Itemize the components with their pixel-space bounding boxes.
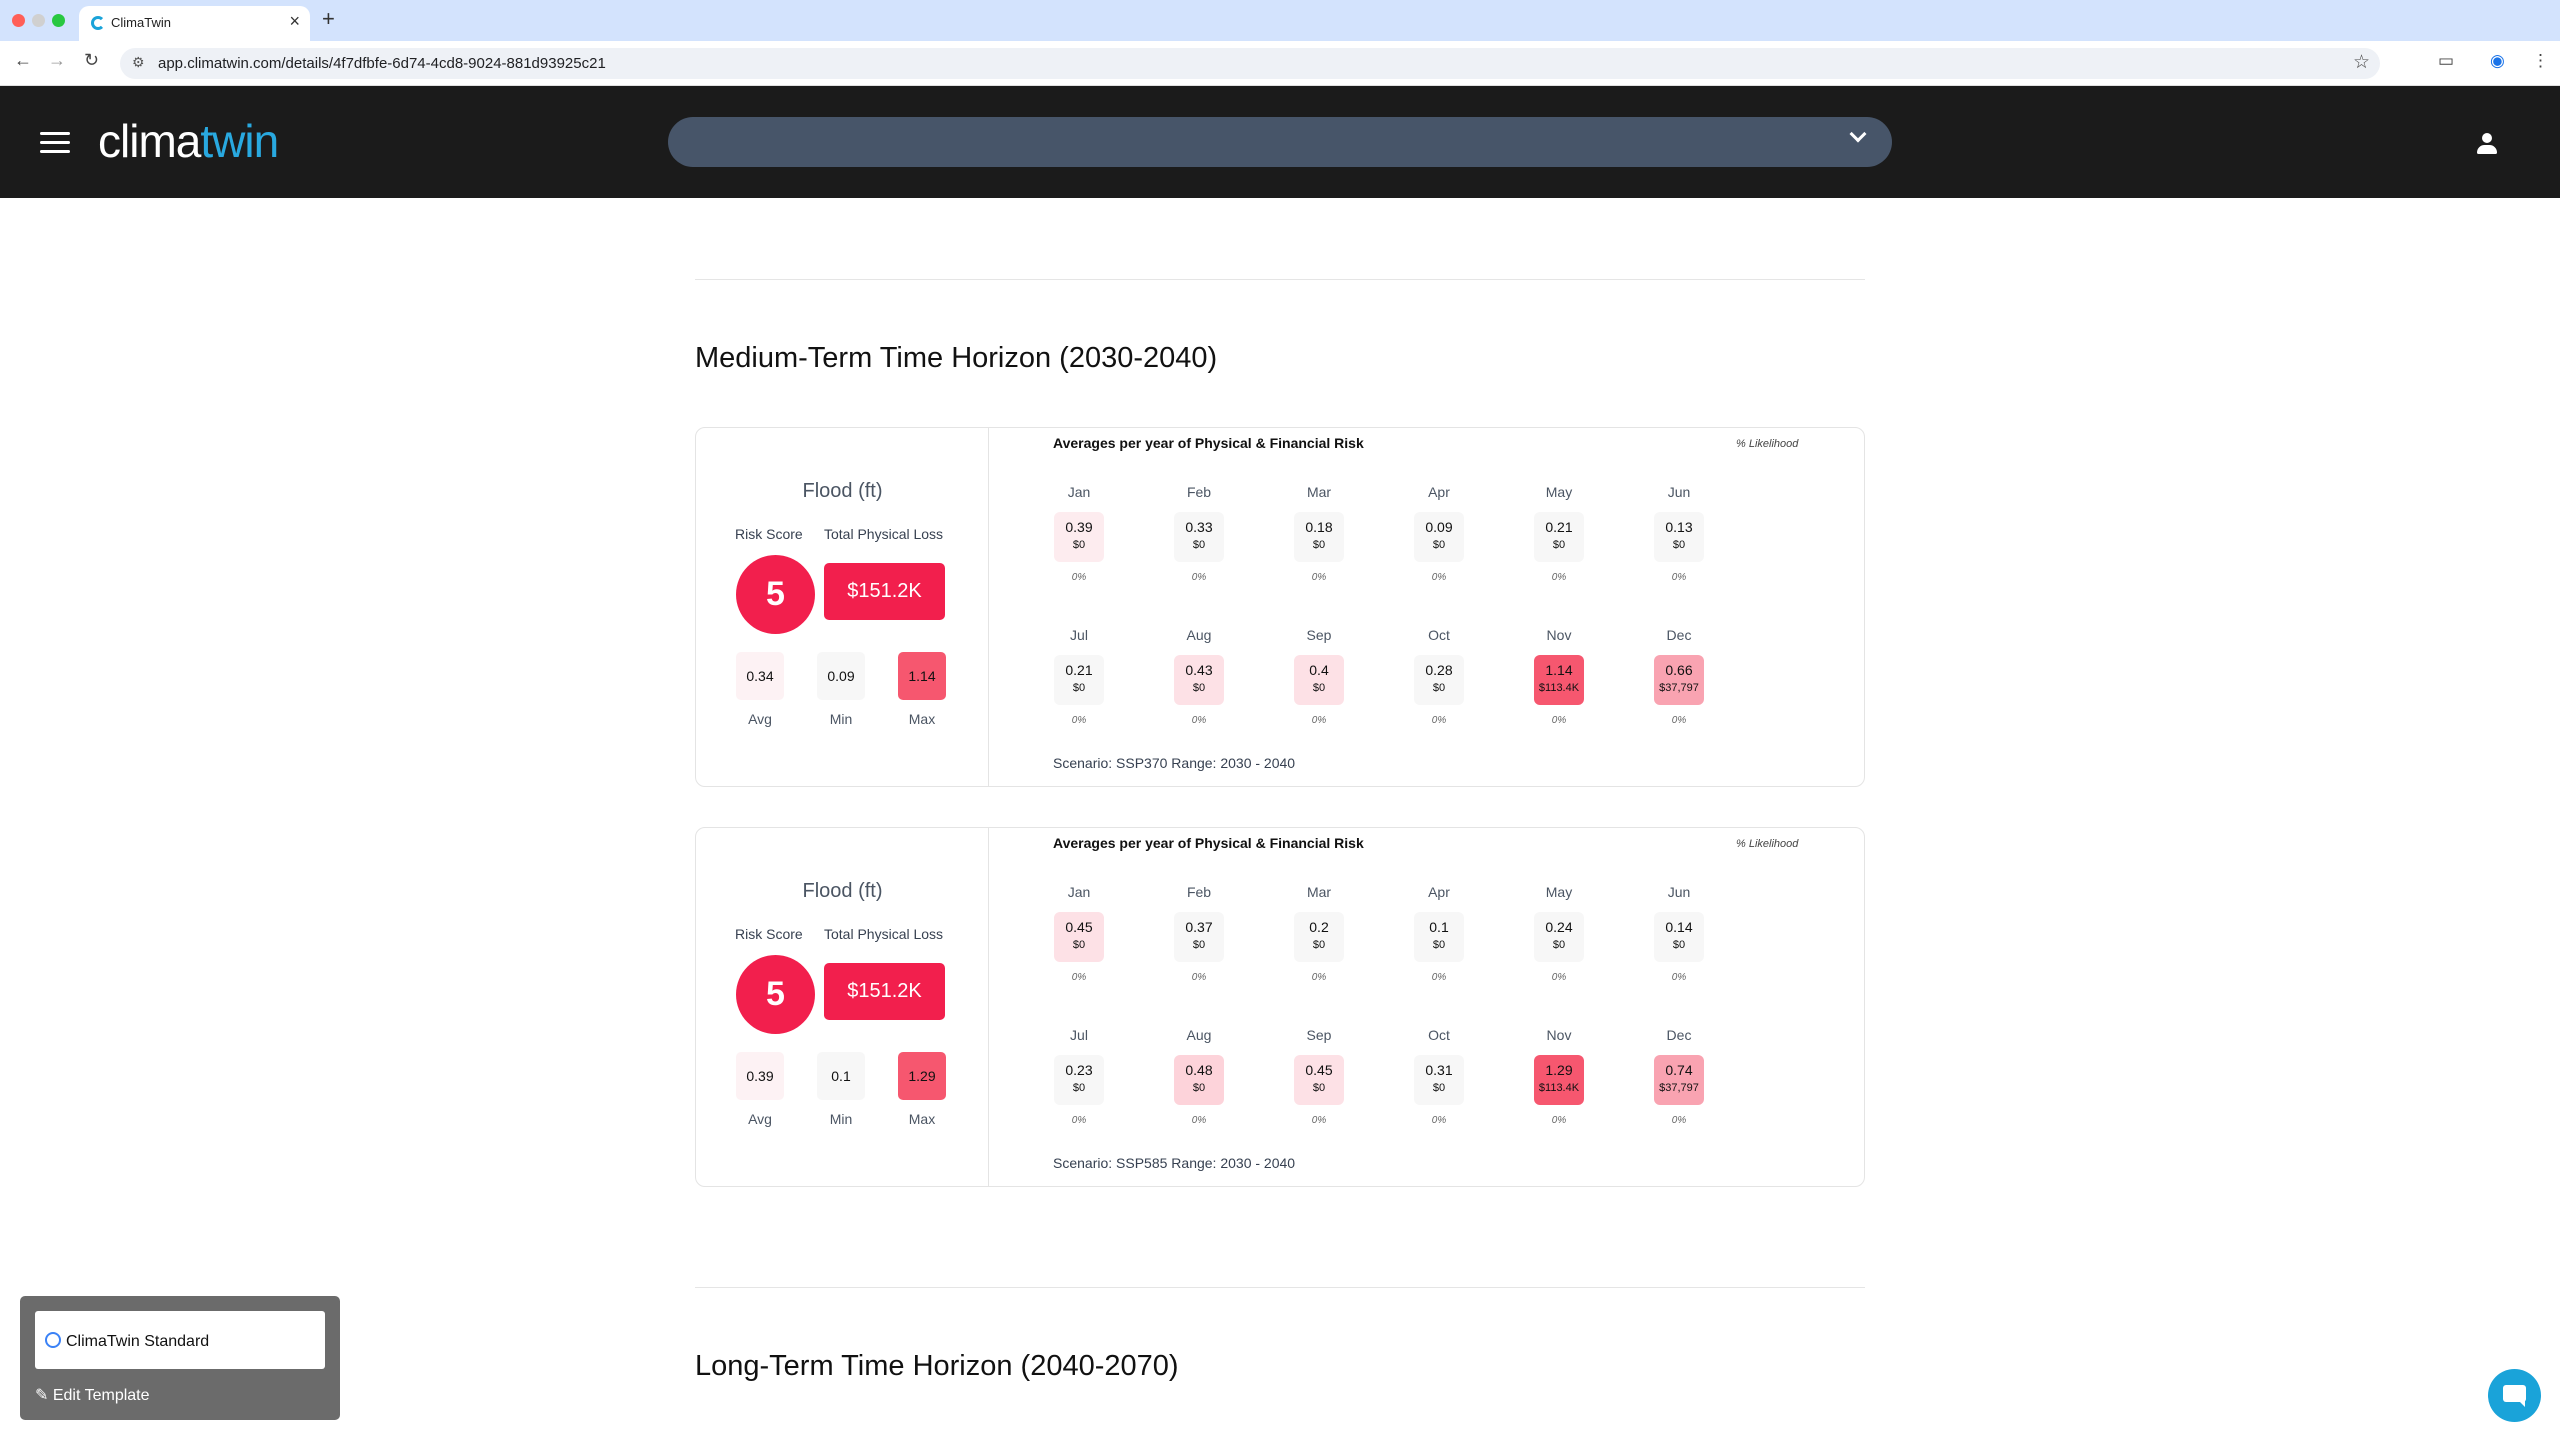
month-label: May bbox=[1545, 484, 1573, 500]
month-depth: 0.24 bbox=[1545, 919, 1573, 935]
month-cell bbox=[1053, 627, 1105, 726]
template-widget bbox=[20, 1296, 340, 1420]
risk-score-badge: 5 bbox=[736, 955, 815, 1034]
month-loss: $0 bbox=[1072, 1082, 1086, 1094]
risk-card bbox=[695, 827, 1865, 1187]
month-cell bbox=[1653, 484, 1705, 583]
browser-toolbar bbox=[0, 41, 2560, 86]
month-label: Feb bbox=[1186, 884, 1212, 900]
month-depth: 0.45 bbox=[1065, 919, 1093, 935]
month-depth: 0.66 bbox=[1665, 662, 1693, 678]
avg-label: Avg bbox=[748, 1111, 772, 1127]
month-likelihood: 0% bbox=[1311, 972, 1327, 983]
month-cell bbox=[1533, 627, 1585, 726]
month-loss: $0 bbox=[1312, 539, 1326, 551]
month-cell bbox=[1173, 627, 1225, 726]
month-value-box bbox=[1054, 512, 1104, 562]
month-value-box bbox=[1654, 1055, 1704, 1105]
month-cell bbox=[1053, 484, 1105, 583]
month-likelihood: 0% bbox=[1431, 572, 1447, 583]
total-loss-label: Total Physical Loss bbox=[824, 526, 944, 542]
divider bbox=[695, 279, 1865, 280]
month-loss: $0 bbox=[1552, 539, 1566, 551]
hazard-title: Flood (ft) bbox=[802, 880, 883, 902]
risk-card bbox=[695, 427, 1865, 787]
tab-title: ClimaTwin bbox=[111, 15, 171, 30]
month-loss: $113.4K bbox=[1538, 682, 1580, 694]
month-loss: $0 bbox=[1672, 539, 1686, 551]
month-depth: 0.13 bbox=[1665, 519, 1693, 535]
month-value-box bbox=[1534, 1055, 1584, 1105]
month-value-box bbox=[1534, 912, 1584, 962]
month-loss: $0 bbox=[1432, 539, 1446, 551]
month-cell bbox=[1533, 884, 1585, 983]
hazard-title: Flood (ft) bbox=[802, 480, 883, 502]
month-label: Apr bbox=[1428, 884, 1450, 900]
tab-close-icon[interactable]: × bbox=[289, 11, 300, 31]
month-label: Oct bbox=[1428, 627, 1450, 643]
month-depth: 0.45 bbox=[1305, 1062, 1333, 1078]
month-value-box bbox=[1534, 655, 1584, 705]
chat-button[interactable] bbox=[2488, 1369, 2541, 1422]
template-name: ClimaTwin Standard bbox=[66, 1333, 210, 1350]
profile-icon[interactable]: ◉ bbox=[2490, 51, 2505, 70]
month-depth: 0.33 bbox=[1185, 519, 1213, 535]
month-likelihood: 0% bbox=[1191, 572, 1207, 583]
month-depth: 0.14 bbox=[1665, 919, 1693, 935]
month-depth: 0.37 bbox=[1185, 919, 1213, 935]
avg-label: Avg bbox=[748, 711, 772, 727]
month-loss: $0 bbox=[1072, 539, 1086, 551]
month-label: Nov bbox=[1546, 627, 1572, 643]
new-tab-icon[interactable]: + bbox=[322, 6, 335, 31]
month-likelihood: 0% bbox=[1431, 715, 1447, 726]
month-cell bbox=[1653, 884, 1705, 983]
window-zoom-dot[interactable] bbox=[52, 14, 65, 27]
month-label: Nov bbox=[1546, 1027, 1572, 1043]
back-icon[interactable]: ← bbox=[14, 50, 32, 70]
month-label: Dec bbox=[1666, 1027, 1692, 1043]
month-cell bbox=[1053, 884, 1105, 983]
min-label: Min bbox=[829, 711, 853, 727]
month-label: Sep bbox=[1306, 1027, 1332, 1043]
month-value-box bbox=[1654, 655, 1704, 705]
divider bbox=[695, 1287, 1865, 1288]
address-bar[interactable] bbox=[120, 48, 2380, 79]
month-cell bbox=[1173, 884, 1225, 983]
month-cell bbox=[1293, 627, 1345, 726]
month-depth: 0.43 bbox=[1185, 662, 1213, 678]
month-cell bbox=[1533, 1027, 1585, 1126]
month-label: Jun bbox=[1667, 484, 1691, 500]
month-loss: $0 bbox=[1192, 539, 1206, 551]
month-cell bbox=[1413, 1027, 1465, 1126]
month-cell bbox=[1293, 484, 1345, 583]
month-value-box bbox=[1054, 912, 1104, 962]
month-loss: $0 bbox=[1072, 939, 1086, 951]
month-label: Apr bbox=[1428, 484, 1450, 500]
app-header bbox=[0, 86, 2560, 198]
reload-icon[interactable]: ↻ bbox=[84, 50, 100, 70]
likelihood-label: % Likelihood bbox=[1736, 438, 1799, 450]
globe-icon bbox=[45, 1332, 61, 1348]
month-likelihood: 0% bbox=[1071, 972, 1087, 983]
month-label: Aug bbox=[1186, 1027, 1212, 1043]
month-likelihood: 0% bbox=[1551, 1115, 1567, 1126]
month-likelihood: 0% bbox=[1671, 572, 1687, 583]
month-likelihood: 0% bbox=[1311, 1115, 1327, 1126]
logo-text-b: twin bbox=[200, 115, 279, 167]
risk-score-badge: 5 bbox=[736, 555, 815, 634]
month-label: Jan bbox=[1067, 484, 1091, 500]
month-value-box bbox=[1294, 655, 1344, 705]
month-cell bbox=[1293, 1027, 1345, 1126]
month-cell bbox=[1413, 484, 1465, 583]
month-depth: 0.28 bbox=[1425, 662, 1453, 678]
min-value: 0.09 bbox=[817, 652, 865, 700]
month-likelihood: 0% bbox=[1311, 572, 1327, 583]
month-value-box bbox=[1534, 512, 1584, 562]
bookmark-star-icon[interactable]: ☆ bbox=[2352, 52, 2370, 73]
browser-tab-strip bbox=[0, 0, 2560, 41]
month-label: Aug bbox=[1186, 627, 1212, 643]
month-label: Jul bbox=[1070, 1027, 1088, 1043]
likelihood-label: % Likelihood bbox=[1736, 838, 1799, 850]
month-loss: $113.4K bbox=[1538, 1082, 1580, 1094]
month-likelihood: 0% bbox=[1551, 715, 1567, 726]
month-likelihood: 0% bbox=[1311, 715, 1327, 726]
total-loss-label: Total Physical Loss bbox=[824, 926, 944, 942]
month-value-box bbox=[1054, 1055, 1104, 1105]
menu-icon[interactable] bbox=[40, 132, 70, 154]
month-value-box bbox=[1414, 512, 1464, 562]
site-info-icon[interactable]: ⚙ bbox=[132, 54, 145, 70]
month-cell bbox=[1533, 484, 1585, 583]
month-depth: 0.31 bbox=[1425, 1062, 1453, 1078]
month-value-box bbox=[1654, 512, 1704, 562]
month-label: Mar bbox=[1306, 884, 1332, 900]
month-label: Sep bbox=[1306, 627, 1332, 643]
month-loss: $0 bbox=[1432, 1082, 1446, 1094]
month-depth: 0.23 bbox=[1065, 1062, 1093, 1078]
chart-title: Averages per year of Physical & Financial Risk bbox=[1053, 835, 1364, 851]
edit-template-button[interactable] bbox=[35, 1385, 150, 1405]
forward-icon[interactable]: → bbox=[48, 50, 66, 70]
avg-value: 0.39 bbox=[736, 1052, 784, 1100]
month-likelihood: 0% bbox=[1671, 972, 1687, 983]
month-loss: $0 bbox=[1552, 939, 1566, 951]
month-cell bbox=[1653, 1027, 1705, 1126]
month-likelihood: 0% bbox=[1071, 715, 1087, 726]
month-depth: 1.14 bbox=[1545, 662, 1573, 678]
avg-value: 0.34 bbox=[736, 652, 784, 700]
section-title-medium: Medium-Term Time Horizon (2030-2040) bbox=[695, 342, 1218, 374]
month-loss: $0 bbox=[1192, 682, 1206, 694]
month-loss: $0 bbox=[1312, 939, 1326, 951]
month-depth: 0.2 bbox=[1309, 919, 1329, 935]
edit-template-label: Edit Template bbox=[52, 1387, 150, 1404]
month-likelihood: 0% bbox=[1431, 1115, 1447, 1126]
pencil-icon: ✎ bbox=[35, 1387, 49, 1404]
month-depth: 1.29 bbox=[1545, 1062, 1573, 1078]
total-loss-value: $151.2K bbox=[824, 563, 945, 620]
chart-title: Averages per year of Physical & Financial Risk bbox=[1053, 435, 1364, 451]
month-loss: $37,797 bbox=[1659, 682, 1699, 694]
month-likelihood: 0% bbox=[1671, 1115, 1687, 1126]
month-loss: $37,797 bbox=[1659, 1082, 1699, 1094]
month-label: Jul bbox=[1070, 627, 1088, 643]
month-loss: $0 bbox=[1672, 939, 1686, 951]
month-value-box bbox=[1294, 912, 1344, 962]
cast-icon[interactable]: ▭ bbox=[2438, 51, 2455, 70]
month-label: Oct bbox=[1428, 1027, 1450, 1043]
favicon-icon bbox=[91, 16, 105, 30]
month-depth: 0.4 bbox=[1309, 662, 1329, 678]
month-cell bbox=[1173, 1027, 1225, 1126]
summary-panel bbox=[696, 428, 989, 786]
section-title-long: Long-Term Time Horizon (2040-2070) bbox=[695, 1350, 1179, 1382]
site-select[interactable] bbox=[668, 117, 1892, 167]
min-label: Min bbox=[829, 1111, 853, 1127]
month-depth: 0.1 bbox=[1429, 919, 1449, 935]
month-likelihood: 0% bbox=[1551, 972, 1567, 983]
summary-panel bbox=[696, 828, 989, 1186]
month-likelihood: 0% bbox=[1071, 1115, 1087, 1126]
month-value-box bbox=[1054, 655, 1104, 705]
month-cell bbox=[1413, 627, 1465, 726]
month-loss: $0 bbox=[1312, 682, 1326, 694]
month-likelihood: 0% bbox=[1671, 715, 1687, 726]
max-label: Max bbox=[908, 1111, 936, 1127]
month-label: May bbox=[1545, 884, 1573, 900]
month-depth: 0.48 bbox=[1185, 1062, 1213, 1078]
month-loss: $0 bbox=[1072, 682, 1086, 694]
month-label: Feb bbox=[1186, 484, 1212, 500]
month-cell bbox=[1053, 1027, 1105, 1126]
month-value-box bbox=[1654, 912, 1704, 962]
month-value-box bbox=[1294, 1055, 1344, 1105]
month-value-box bbox=[1174, 1055, 1224, 1105]
month-depth: 0.21 bbox=[1545, 519, 1573, 535]
window-close-dot[interactable] bbox=[12, 14, 25, 27]
month-likelihood: 0% bbox=[1071, 572, 1087, 583]
browser-menu-icon[interactable]: ⋮ bbox=[2532, 51, 2549, 70]
window-minimize-dot[interactable] bbox=[32, 14, 45, 27]
month-depth: 0.74 bbox=[1665, 1062, 1693, 1078]
month-likelihood: 0% bbox=[1551, 572, 1567, 583]
month-value-box bbox=[1414, 655, 1464, 705]
month-likelihood: 0% bbox=[1431, 972, 1447, 983]
month-depth: 0.09 bbox=[1425, 519, 1453, 535]
month-value-box bbox=[1174, 655, 1224, 705]
risk-score-label: Risk Score bbox=[735, 926, 803, 942]
month-loss: $0 bbox=[1432, 939, 1446, 951]
chevron-down-icon bbox=[1850, 126, 1867, 143]
scenario-label: Scenario: SSP370 Range: 2030 - 2040 bbox=[1053, 755, 1296, 771]
month-depth: 0.39 bbox=[1065, 519, 1093, 535]
month-value-box bbox=[1414, 1055, 1464, 1105]
month-label: Jun bbox=[1667, 884, 1691, 900]
month-label: Jan bbox=[1067, 884, 1091, 900]
risk-score-label: Risk Score bbox=[735, 526, 803, 542]
total-loss-value: $151.2K bbox=[824, 963, 945, 1020]
month-loss: $0 bbox=[1192, 939, 1206, 951]
month-label: Mar bbox=[1306, 484, 1332, 500]
month-value-box bbox=[1414, 912, 1464, 962]
month-loss: $0 bbox=[1312, 1082, 1326, 1094]
max-label: Max bbox=[908, 711, 936, 727]
month-cell bbox=[1173, 484, 1225, 583]
month-likelihood: 0% bbox=[1191, 1115, 1207, 1126]
month-value-box bbox=[1174, 512, 1224, 562]
month-cell bbox=[1293, 884, 1345, 983]
scenario-label: Scenario: SSP585 Range: 2030 - 2040 bbox=[1053, 1155, 1296, 1171]
url-text[interactable]: app.climatwin.com/details/4f7dfbfe-6d74-4cd8-9024-881d93925c21 bbox=[158, 55, 606, 72]
month-value-box bbox=[1294, 512, 1344, 562]
browser-tab[interactable] bbox=[79, 6, 310, 41]
month-likelihood: 0% bbox=[1191, 715, 1207, 726]
month-loss: $0 bbox=[1432, 682, 1446, 694]
month-depth: 0.18 bbox=[1305, 519, 1333, 535]
month-likelihood: 0% bbox=[1191, 972, 1207, 983]
max-value: 1.29 bbox=[898, 1052, 946, 1100]
month-value-box bbox=[1174, 912, 1224, 962]
month-cell bbox=[1653, 627, 1705, 726]
month-cell bbox=[1413, 884, 1465, 983]
user-icon[interactable] bbox=[2476, 133, 2498, 155]
month-depth: 0.21 bbox=[1065, 662, 1093, 678]
logo-text-a: clima bbox=[98, 115, 201, 167]
max-value: 1.14 bbox=[898, 652, 946, 700]
min-value: 0.1 bbox=[817, 1052, 865, 1100]
template-select[interactable] bbox=[35, 1311, 325, 1369]
logo[interactable] bbox=[98, 114, 278, 168]
month-loss: $0 bbox=[1192, 1082, 1206, 1094]
month-label: Dec bbox=[1666, 627, 1692, 643]
